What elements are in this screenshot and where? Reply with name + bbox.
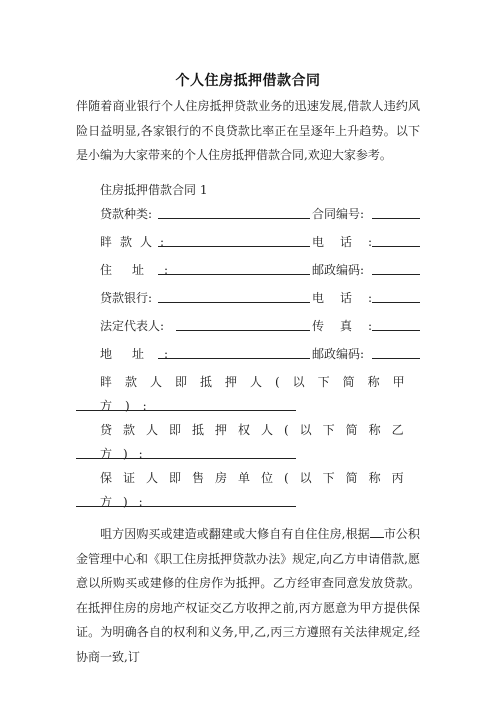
field-blank-fax <box>372 330 420 331</box>
party-text-lender: 贷款人即抵押权人(以下简称乙方): <box>100 423 415 461</box>
field-blank-bank <box>158 302 310 303</box>
body-text-start: 咀方因购买或建造或翻建或大修自有自住住房,根据 <box>100 527 370 541</box>
field-blank-loan-type <box>158 218 310 219</box>
field-row-loan-type <box>76 202 420 226</box>
field-label-fax: 传真: <box>312 319 389 333</box>
field-row-legal-rep <box>76 314 420 338</box>
field-blank-bank-address <box>158 358 310 359</box>
city-blank <box>370 525 384 538</box>
field-label-borrower: 眫款人: <box>100 235 173 249</box>
field-label-address: 住址: <box>100 263 189 277</box>
section-heading-line <box>76 178 420 202</box>
party-line-borrower <box>76 370 420 418</box>
field-label-legal-rep: 法定代表人: <box>100 319 165 333</box>
body-text-rest: 市公积金管理中心和《职工住房抵押贷款办法》规定,向乙方申请借款,愿意以所购买或建修的住房作为抵押。乙方经审查同意发放贷款。在抵押住房的房地产权证交乙方收押之前,丙方愿意为甲方提供保证。为明确各自的权利和义务,甲,乙,丙三方遵照有关法律规定,经协商一致,订 <box>76 527 420 664</box>
field-label-bank: 贷款银行: <box>100 291 153 305</box>
party-text-borrower: 眫款人即抵押人(以下简称甲方): <box>100 375 418 413</box>
field-label-postcode: 邮政编码: <box>312 263 365 277</box>
field-label-loan-type: 贷款种类: <box>100 207 153 221</box>
field-blank-address <box>158 274 310 275</box>
field-blank-postcode <box>372 274 420 275</box>
field-blank-bank-phone <box>372 302 420 303</box>
field-label-borrower-phone: 电话: <box>312 235 389 249</box>
party-text-guarantor: 保证人即售房单位(以下简称丙方): <box>100 471 415 509</box>
party-line-guarantor <box>76 466 420 514</box>
party-blank-guarantor <box>76 506 296 507</box>
field-label-bank-postcode: 邮政编码: <box>312 347 365 361</box>
field-row-bank-address <box>76 342 420 366</box>
party-line-lender <box>76 418 420 466</box>
field-blank-contract-no <box>372 218 420 219</box>
field-blank-borrower-phone <box>372 246 420 247</box>
field-blank-borrower <box>158 246 310 247</box>
section-heading: 住房抵押借款合同 1 <box>100 183 208 197</box>
field-row-bank <box>76 286 420 310</box>
field-label-contract-no: 合同编号: <box>312 207 365 221</box>
field-label-bank-address: 地址: <box>100 347 189 361</box>
field-blank-bank-postcode <box>372 358 420 359</box>
intro-paragraph: 伴随着商业银行个人住房抵押贷款业务的迅速发展,借款人违约风险日益明显,各家银行的不良贷款比率正在呈逐年上升趋势。以下是小编为大家带来的个人住房抵押借款合同,欢迎大家参考。 <box>76 99 420 162</box>
field-row-borrower <box>76 230 420 254</box>
document-title: 个人住房抵押借款合同 <box>175 73 321 89</box>
field-label-bank-phone: 电话: <box>312 291 389 305</box>
body-paragraph <box>76 522 420 669</box>
field-row-address <box>76 258 420 282</box>
party-blank-borrower <box>76 410 296 411</box>
field-blank-legal-rep <box>176 330 310 331</box>
party-blank-lender <box>76 458 296 459</box>
